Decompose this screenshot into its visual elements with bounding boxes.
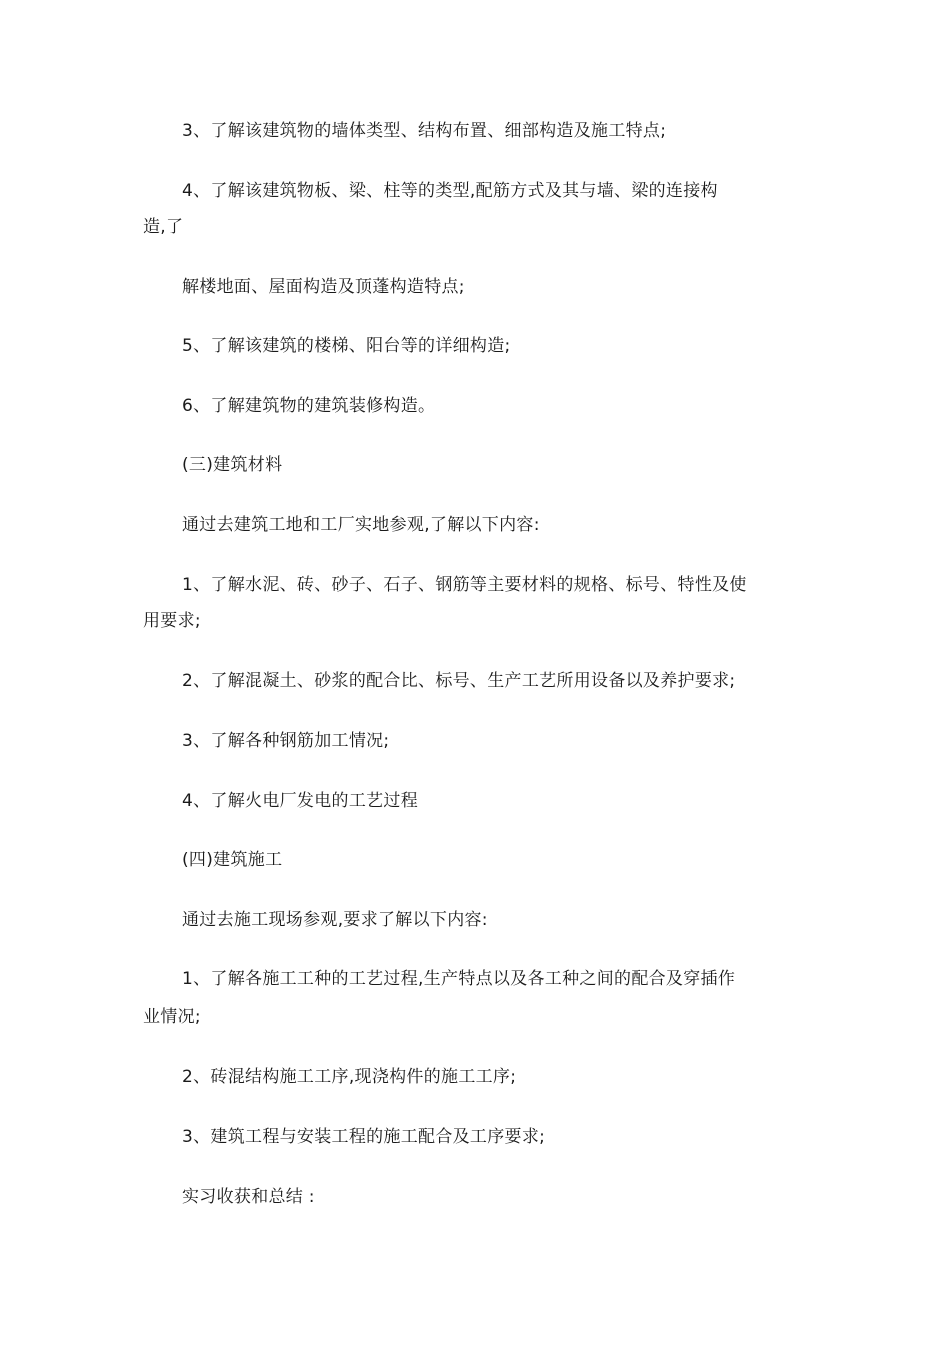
paragraph-line: 造,了 (143, 217, 184, 237)
paragraph-line: 3、建筑工程与安装工程的施工配合及工序要求; (182, 1127, 546, 1147)
paragraph-line: 6、了解建筑物的建筑装修构造。 (182, 396, 436, 416)
paragraph-line: 通过去建筑工地和工厂实地参观,了解以下内容: (182, 515, 540, 535)
paragraph-line: 解楼地面、屋面构造及顶蓬构造特点; (182, 277, 465, 297)
paragraph-line: 2、了解混凝土、砂浆的配合比、标号、生产工艺所用设备以及养护要求; (182, 671, 736, 691)
paragraph-line: 3、了解该建筑物的墙体类型、结构布置、细部构造及施工特点; (182, 121, 667, 141)
section-heading: (三)建筑材料 (182, 455, 283, 475)
paragraph-line: 用要求; (143, 611, 201, 631)
paragraph-line: 1、了解各施工工种的工艺过程,生产特点以及各工种之间的配合及穿插作 (182, 969, 736, 989)
paragraph-line: 通过去施工现场参观,要求了解以下内容: (182, 910, 488, 930)
paragraph-line: 5、了解该建筑的楼梯、阳台等的详细构造; (182, 336, 511, 356)
paragraph-line: 4、了解该建筑物板、梁、柱等的类型,配筋方式及其与墙、梁的连接构 (182, 181, 718, 201)
section-heading: 实习收获和总结 : (182, 1187, 315, 1207)
section-heading: (四)建筑施工 (182, 850, 283, 870)
paragraph-line: 业情况; (143, 1007, 201, 1027)
paragraph-line: 3、了解各种钢筋加工情况; (182, 731, 390, 751)
paragraph-line: 1、了解水泥、砖、砂子、石子、钢筋等主要材料的规格、标号、特性及使 (182, 575, 747, 595)
paragraph-line: 4、了解火电厂发电的工艺过程 (182, 791, 419, 811)
paragraph-line: 2、砖混结构施工工序,现浇构件的施工工序; (182, 1067, 517, 1087)
